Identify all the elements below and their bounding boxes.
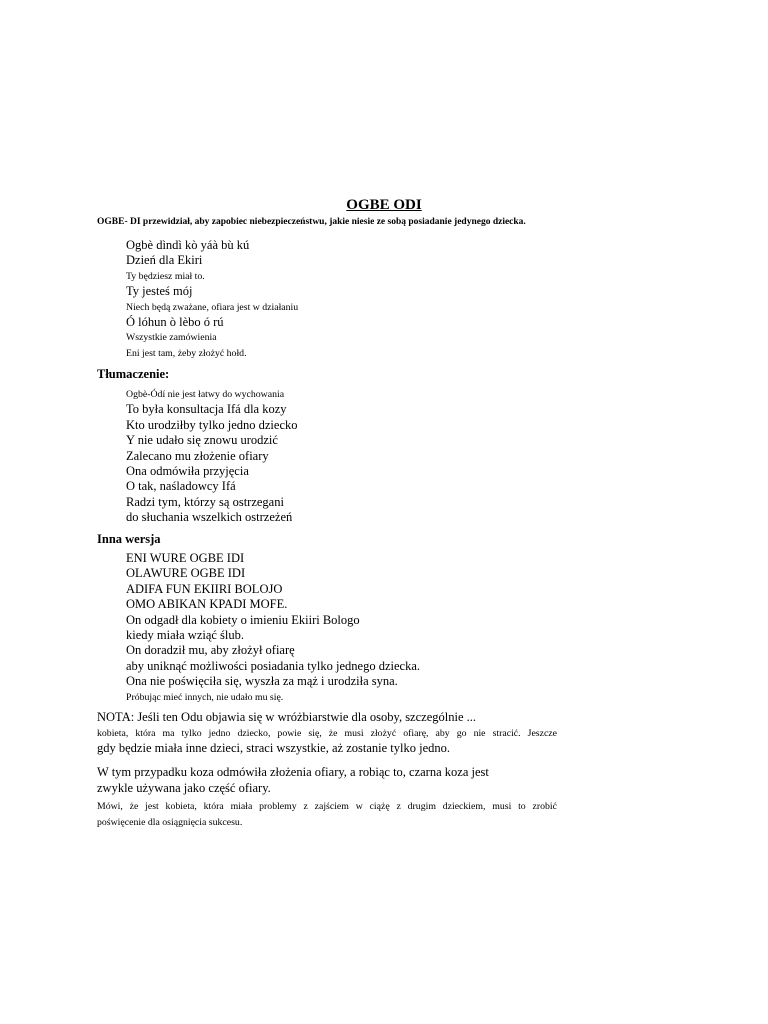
- note-paragraph-1: [97, 710, 557, 757]
- translation-line: Kto urodziłby tylko jedno dziecko: [126, 417, 298, 432]
- other-version-line: ENI WURE OGBE IDI: [126, 551, 245, 565]
- other-version-line: OMO ABIKAN KPADI MOFE.: [126, 597, 288, 612]
- other-version-heading: Inna wersja: [97, 532, 161, 546]
- verse-line: Wszystkie zamówienia: [126, 332, 217, 344]
- other-version-line: Próbując mieć innych, nie udało mu się.: [126, 691, 284, 703]
- note-line: kobieta, która ma tylko jedno dziecko, powie się, że musi złożyć ofiarę, aby go nie stracić. Jeszcze: [97, 727, 557, 739]
- translation-block: [126, 387, 566, 526]
- note-line: poświęcenie dla osiągnięcia sukcesu.: [97, 816, 243, 828]
- verse-line: Dzień dla Ekiri: [126, 253, 203, 268]
- note-line: Mówi, że jest kobieta, która miała problemy z zajściem w ciążę z drugim dzieckiem, musi to zrobić: [97, 801, 557, 812]
- note-line: W tym przypadku koza odmówiła złożenia ofiary, a robiąc to, czarna koza jest: [97, 765, 489, 779]
- other-version-block: [126, 551, 566, 705]
- verse-line: Ó lóhun ò lèbo ó rú: [126, 315, 224, 330]
- verse-block: [126, 238, 566, 361]
- translation-line: do słuchania wszelkich ostrzeżeń: [126, 510, 293, 525]
- note-line: gdy będzie miała inne dzieci, straci wszystkie, aż zostanie tylko jedno.: [97, 741, 451, 755]
- verse-line: Niech będą zważane, ofiara jest w działaniu: [126, 301, 299, 313]
- translation-line: Y nie udało się znowu urodzić: [126, 433, 278, 448]
- translation-line: O tak, naśladowcy Ifá: [126, 479, 236, 494]
- verse-line: Ogbè dìndì kò yáà bù kú: [126, 238, 250, 252]
- verse-line: Ty jesteś mój: [126, 284, 193, 299]
- intro-text: OGBE- DI przewidział, aby zapobiec niebezpieczeństwu, jakie niesie ze sobą posiadanie jedynego dziecka.: [97, 217, 526, 227]
- other-version-line: ADIFA FUN EKIIRI BOLOJO: [126, 581, 283, 596]
- other-version-line: On odgadł dla kobiety o imieniu Ekiiri Bologo: [126, 612, 360, 627]
- translation-line: Ogbè-Ódí nie jest łatwy do wychowania: [126, 389, 285, 400]
- translation-line: Zalecano mu złożenie ofiary: [126, 448, 269, 463]
- translation-line: To była konsultacja Ifá dla kozy: [126, 402, 287, 417]
- note-line: zwykle używana jako część ofiary.: [97, 780, 271, 795]
- note-paragraph-3: [97, 799, 557, 830]
- note-paragraph-2: [97, 765, 557, 796]
- translation-line: Ona odmówiła przyjęcia: [126, 464, 249, 479]
- other-version-line: OLAWURE OGBE IDI: [126, 566, 246, 581]
- verse-line: Eni jest tam, żeby złożyć hołd.: [126, 347, 247, 359]
- other-version-line: On doradził mu, aby złożył ofiarę: [126, 643, 295, 658]
- other-version-line: aby uniknąć możliwości posiadania tylko jednego dziecka.: [126, 658, 421, 673]
- note-line: NOTA: Jeśli ten Odu objawia się w wróżbiarstwie dla osoby, szczególnie ...: [97, 710, 476, 724]
- translation-line: Radzi tym, którzy są ostrzegani: [126, 494, 284, 509]
- verse-line: Ty będziesz miał to.: [126, 270, 205, 282]
- translation-heading: Tłumaczenie:: [97, 367, 170, 381]
- other-version-line: Ona nie poświęciła się, wyszła za mąż i urodziła syna.: [126, 674, 398, 689]
- other-version-line: kiedy miała wziąć ślub.: [126, 628, 245, 643]
- document-title: OGBE ODI: [346, 197, 422, 213]
